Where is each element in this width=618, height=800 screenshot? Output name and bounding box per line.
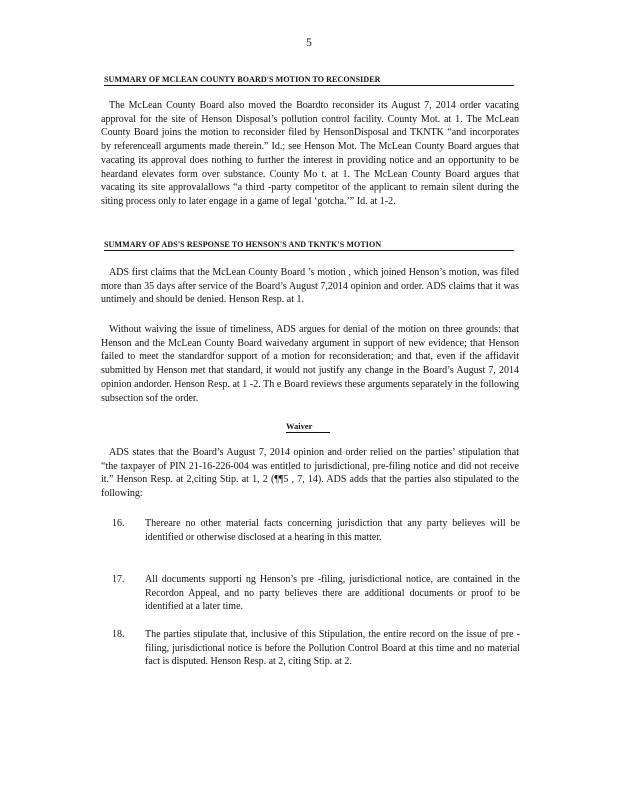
section-heading-county-motion: SUMMARY OF MCLEAN COUNTY BOARD'S MOTION TO RECONSIDER bbox=[104, 75, 514, 86]
subsection-heading-waiver: Waiver bbox=[286, 421, 330, 433]
paragraph-ads-timeliness: ADS first claims that the McLean County Board ’s motion , which joined Henson’s motion, was filed more than 35 days after service of the Board’s August 7,2014 opinion and order. ADS claims that it was untimely and should be denied. Henson Resp. at 1. bbox=[101, 267, 519, 306]
page-number: 5 bbox=[306, 37, 312, 49]
stipulation-item bbox=[112, 517, 520, 544]
paragraph-county-motion: The McLean County Board also moved the Boardto reconsider its August 7, 2014 order vacating approval for the site of Henson Disposal’s pollution control facility. County Mot. at 1. The McLean County Board joins the motion to reconsider filed by HensonDisposal and TKNTK “and incorporates by referenceall arguments made therein.” Id.; see Henson Mot. The McLean County Board argues that vacating its approval does nothing to further the interest in providing notice and an opportunity to be heardand elevates form over substance. County Mo t. at 1. The McLean County Board argues that vacating its site approvalallows “a third -party competitor of the applicant to remain silent during the siting process only to later engage in a game of legal ‘gotcha.’” Id. at 1-2. bbox=[101, 100, 519, 207]
stipulation-text: All documents supporti ng Henson’s pre -filing, jurisdictional notice, are contained in the Recordon Appeal, and no party believes there are additional documents or proof to be identified at a later time. bbox=[145, 574, 520, 613]
stipulation-number: 17. bbox=[112, 574, 125, 585]
paragraph-waiver: ADS states that the Board’s August 7, 2014 opinion and order relied on the parties’ stipulation that “the taxpayer of PIN 21-16-226-004 was entitled to jurisdictional, pre-filing notice and did not receive it.” Henson Resp. at 2,citing Stip. at 1, 2 (¶¶5 , 7, 14). ADS adds that the parties also stipulated to the following: bbox=[101, 447, 519, 500]
stipulation-number: 16. bbox=[112, 518, 125, 529]
stipulation-number: 18. bbox=[112, 629, 125, 640]
stipulation-text: Thereare no other material facts concerning jurisdiction that any party believes will be identified or otherwise disclosed at a hearing in this matter. bbox=[145, 518, 520, 543]
stipulation-item bbox=[112, 628, 520, 669]
paragraph-ads-grounds: Without waiving the issue of timeliness, ADS argues for denial of the motion on three grounds: that Henson and the McLean County Board waivedany argument in support of new evidence; that Henson failed to meet the standardfor support of a motion for reconsideration; and that, even if the affidavit submitted by Henson met that standard, it would not justify any change in the Board’s August 7, 2014 opinion andorder. Henson Resp. at 1 -2. Th e Board reviews these arguments separately in the following subsection sof the order. bbox=[101, 324, 519, 404]
stipulation-item bbox=[112, 573, 520, 614]
section-heading-ads-response: SUMMARY OF ADS'S RESPONSE TO HENSON'S AND TKNTK'S MOTION bbox=[104, 240, 514, 251]
stipulation-text: The parties stipulate that, inclusive of this Stipulation, the entire record on the issue of pre -filing, jurisdictional notice is before the Pollution Control Board at this time and no material fact is disputed. Henson Resp. at 2, citing Stip. at 2. bbox=[145, 629, 520, 668]
